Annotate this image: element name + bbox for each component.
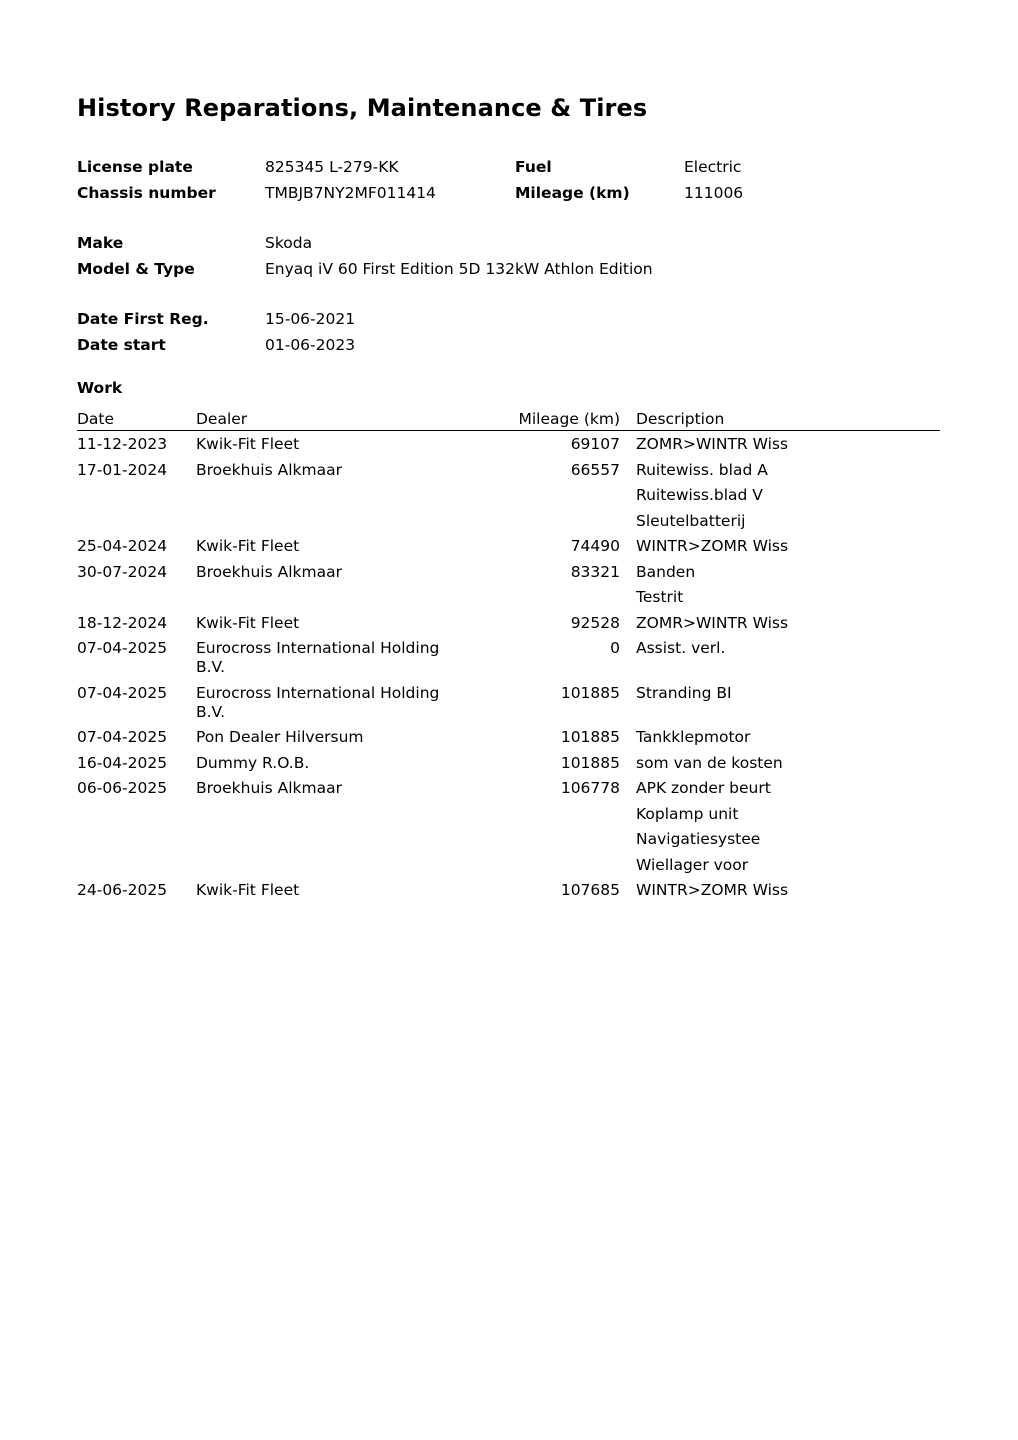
make-label: Make	[77, 234, 124, 252]
row-description: som van de kosten	[636, 753, 783, 772]
row-date: 18-12-2024	[77, 613, 168, 632]
row-dealer: Kwik-Fit Fleet	[196, 881, 300, 899]
row-description: Tankklepmotor	[636, 728, 751, 746]
row-description: Sleutelbatterij	[636, 511, 746, 530]
row-description: APK zonder beurt	[636, 779, 771, 797]
license-plate-label: License plate	[77, 158, 193, 176]
row-mileage: 69107	[570, 435, 620, 453]
row-dealer: Broekhuis Alkmaar	[196, 460, 342, 479]
row-dealer: Kwik-Fit Fleet	[196, 613, 300, 632]
row-date: 30-07-2024	[77, 562, 168, 581]
row-description: ZOMR>WINTR Wiss	[636, 613, 789, 632]
row-description: Banden	[636, 562, 696, 581]
column-header-mileage: Mileage (km)	[518, 410, 620, 428]
row-description: Ruitewiss. blad A	[636, 460, 768, 479]
mileage-label: Mileage (km)	[515, 184, 630, 202]
row-description: Assist. verl.	[636, 639, 726, 657]
row-date: 25-04-2024	[77, 537, 168, 555]
date-first-reg-label: Date First Reg.	[77, 310, 209, 328]
row-mileage: 101885	[560, 728, 620, 746]
row-date: 16-04-2025	[77, 753, 168, 772]
row-mileage: 83321	[570, 562, 620, 581]
model-type-label: Model & Type	[77, 260, 195, 278]
row-date: 06-06-2025	[77, 779, 168, 797]
row-description: WINTR>ZOMR Wiss	[636, 537, 789, 555]
page-title: History Reparations, Maintenance & Tires	[77, 94, 648, 122]
row-mileage: 101885	[560, 753, 620, 772]
row-date: 24-06-2025	[77, 881, 168, 899]
header-divider	[77, 430, 940, 431]
date-start-value: 01-06-2023	[265, 336, 356, 354]
row-description: Testrit	[636, 588, 684, 606]
row-description: ZOMR>WINTR Wiss	[636, 435, 789, 453]
model-type-value: Enyaq iV 60 First Edition 5D 132kW Athlon Edition	[265, 260, 653, 278]
row-dealer: Kwik-Fit Fleet	[196, 435, 300, 453]
row-date: 07-04-2025	[77, 639, 168, 657]
row-mileage: 106778	[560, 779, 620, 797]
row-mileage: 92528	[570, 613, 620, 632]
row-description: WINTR>ZOMR Wiss	[636, 881, 789, 899]
date-first-reg-value: 15-06-2021	[265, 310, 356, 328]
work-section-title: Work	[77, 379, 123, 397]
row-mileage: 74490	[570, 537, 620, 555]
column-header-date: Date	[77, 410, 115, 428]
row-mileage: 107685	[560, 881, 620, 899]
row-dealer: Kwik-Fit Fleet	[196, 537, 300, 555]
column-header-dealer: Dealer	[196, 410, 248, 428]
row-date: 07-04-2025	[77, 728, 168, 746]
row-dealer: Eurocross International Holding B.V.	[196, 683, 440, 721]
row-dealer: Eurocross International Holding B.V.	[196, 639, 440, 676]
date-start-label: Date start	[77, 336, 166, 354]
fuel-value: Electric	[684, 158, 742, 176]
row-dealer: Broekhuis Alkmaar	[196, 562, 342, 581]
fuel-label: Fuel	[515, 158, 552, 176]
row-dealer: Dummy R.O.B.	[196, 753, 310, 772]
license-plate-value: 825345 L-279-KK	[265, 158, 399, 176]
row-date: 11-12-2023	[77, 435, 168, 453]
row-date: 07-04-2025	[77, 683, 168, 702]
chassis-number-value: TMBJB7NY2MF011414	[265, 184, 436, 202]
row-description: Navigatiesystee	[636, 830, 761, 848]
mileage-value: 111006	[684, 184, 744, 202]
column-header-description: Description	[636, 410, 725, 428]
row-mileage: 101885	[560, 683, 620, 702]
chassis-number-label: Chassis number	[77, 184, 216, 202]
row-description: Ruitewiss.blad V	[636, 486, 763, 504]
row-description: Wiellager voor	[636, 855, 749, 874]
row-date: 17-01-2024	[77, 460, 168, 479]
row-description: Koplamp unit	[636, 804, 739, 823]
row-description: Stranding BI	[636, 683, 732, 702]
row-dealer: Broekhuis Alkmaar	[196, 779, 342, 797]
row-mileage: 0	[610, 639, 620, 657]
make-value: Skoda	[265, 234, 313, 252]
row-mileage: 66557	[570, 460, 620, 479]
row-dealer: Pon Dealer Hilversum	[196, 728, 364, 746]
